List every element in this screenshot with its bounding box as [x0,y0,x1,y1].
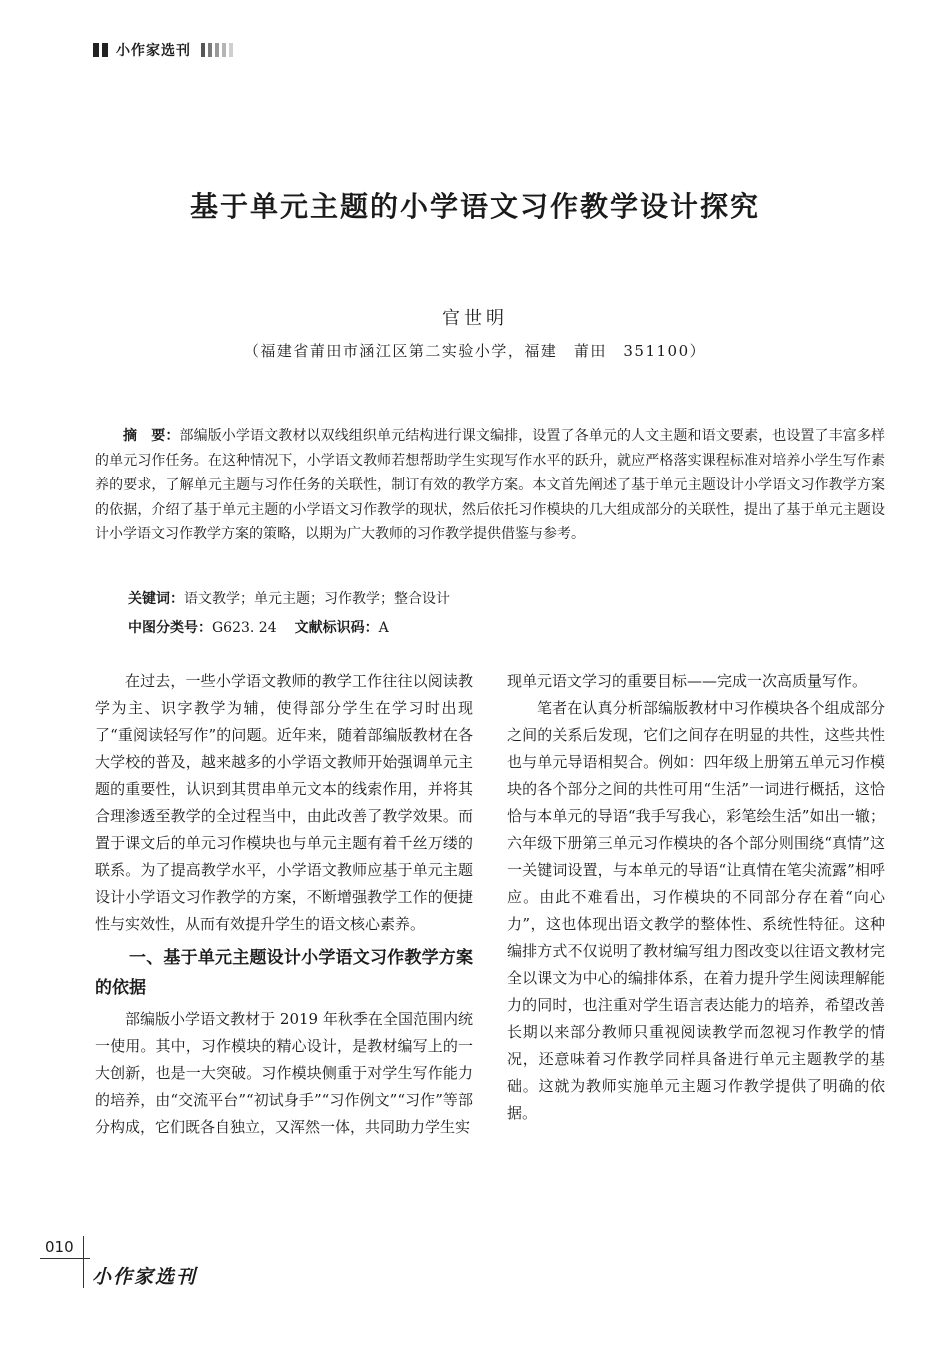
doc-code-value: A [378,620,389,636]
keywords [128,588,450,608]
header-bar [229,43,233,57]
header-bar [208,43,212,57]
clc-label: 中图分类号： [128,620,212,636]
abstract-label: 摘 要： [123,428,180,444]
page-number: 010 [45,1238,74,1256]
header-bars-left [93,43,108,57]
author-name: 官世明 [442,308,508,329]
section-heading: 一、基于单元主题设计小学语文习作教学方案的依据 [95,948,473,998]
journal-name: 小作家选刊 [116,43,191,59]
header-bar [201,43,205,57]
abstract [95,424,885,547]
body-paragraph: 现单元语文学习的重要目标——完成一次高质量写作。 [507,672,868,690]
body-paragraph: 在过去，一些小学语文教师的教学工作往往以阅读教学为主、识字教学为辅，使得部分学生在学习时出现了“重阅读轻写作”的问题。近年来，随着部编版教材在各大学校的普及，越来越多的小学语文教师开始强调单元主题的重要性，认识到其贯串单元文本的线索作用，并将其合理渗透至教学的全过程当中，由此改善了教学效果。而置于课文后的单元习作模块也与单元主题有着千丝万缕的联系。为了提高教学水平，小学语文教师应基于单元主题设计小学语文习作教学的方案，不断增强教学工作的便捷性与实效性，从而有效提升学生的语文核心素养。 [95,672,473,933]
body-column-left [95,668,473,1141]
header-bar [222,43,226,57]
header-bar [215,43,219,57]
abstract-text: 部编版小学语文教材以双线组织单元结构进行课文编排，设置了各单元的人文主题和语文要素，也设置了丰富多样的单元习作任务。在这种情况下，小学语文教师若想帮助学生实现写作水平的跃升，就应严格落实课程标准对培养小学生写作素养的要求，了解单元主题与习作任务的关联性，制订有效的教学方案。本文首先阐述了基于单元主题设计小学语文习作教学方案的依据，介绍了基于单元主题的小学语文习作教学的现状，然后依托习作模块的几大组成部分的关联性，提出了基于单元主题设计小学语文习作教学方案的策略，以期为广大教师的习作教学提供借鉴与参考。 [95,428,885,542]
classification [128,617,389,637]
keywords-label: 关键词： [128,591,184,607]
body-paragraph: 笔者在认真分析部编版教材中习作模块各个组成部分之间的关系后发现，它们之间存在明显的共性，这些共性也与单元导语相契合。例如：四年级上册第五单元习作模块的各个部分之间的共性可用“生活”一词进行概括，这恰恰与本单元的导语“我手写我心，彩笔绘生活”如出一辙；六年级下册第三单元习作模块的各个部分则围绕“真情”这一关键词设置，与本单元的导语“让真情在笔尖流露”相呼应。由此不难看出，习作模块的不同部分存在着“向心力”，这也体现出语文教学的整体性、系统性特征。这种编排方式不仅说明了教材编写组力图改变以往语文教材完全以课文为中心的编排体系，在着力提升学生阅读理解能力的同时，也注重对学生语言表达能力的培养，希望改善长期以来部分教师只重视阅读教学而忽视习作教学的情况，还意味着习作教学同样具备进行单元主题教学的基础。这就为教师实施单元主题习作教学提供了明确的依据。 [507,699,885,1122]
header-bars-right [201,43,233,57]
clc-value: G623. 24 [212,620,277,636]
journal-logo: 小作家选刊 [92,1266,198,1288]
keywords-text: 语文教学；单元主题；习作教学；整合设计 [184,591,450,607]
running-head [93,40,233,60]
body-column-right [507,668,885,1127]
doc-code-label: 文献标识码： [294,620,379,636]
author-affiliation: （福建省莆田市涵江区第二实验小学，福建 莆田 351100） [243,342,707,360]
footer-divider [83,1236,84,1288]
body-paragraph: 部编版小学语文教材于 2019 年秋季在全国范围内统一使用。其中，习作模块的精心设计，是教材编写上的一大创新，也是一大突破。习作模块侧重于对学生写作能力的培养，由“交流平台”“初试身手”“习作例文”“习作”等部分构成，它们既各自独立，又浑然一体，共同助力学生实 [95,1010,473,1136]
article-title: 基于单元主题的小学语文习作教学设计探究 [189,190,760,223]
